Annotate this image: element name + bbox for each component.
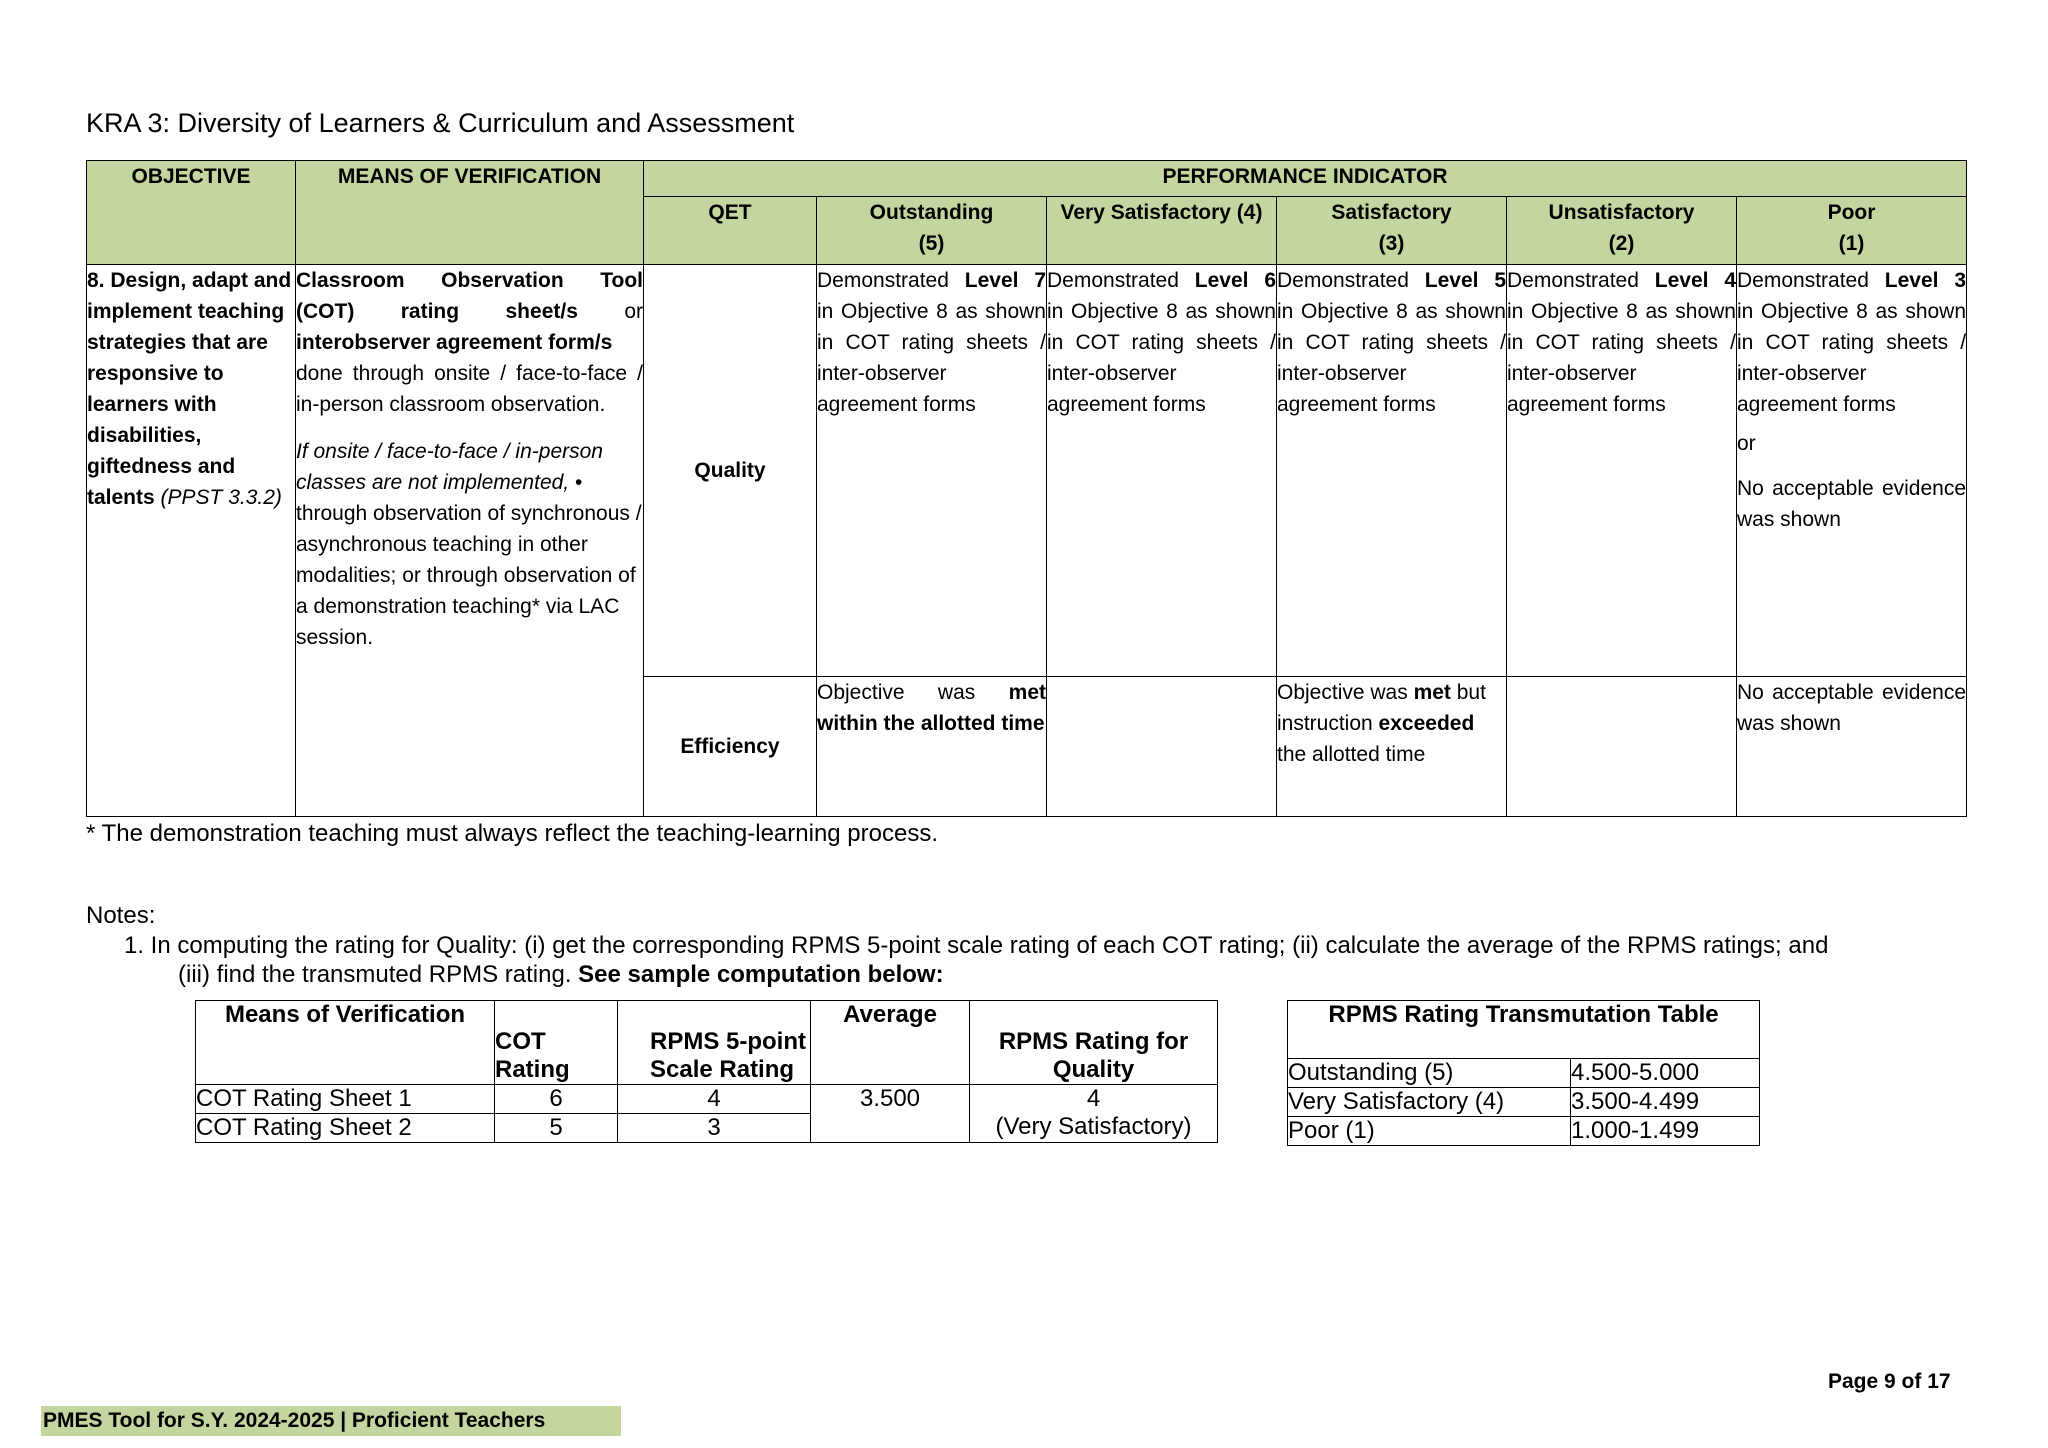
sample-row-2-mov: COT Rating Sheet 2 xyxy=(196,1114,495,1143)
header-qet: QET xyxy=(644,197,817,265)
header-means-of-verification: MEANS OF VERIFICATION xyxy=(296,161,644,265)
sample-row-1-mov: COT Rating Sheet 1 xyxy=(196,1085,495,1114)
sample-header-rpms-scale: RPMS 5-point Scale Rating xyxy=(618,1001,811,1085)
efficiency-very-satisfactory xyxy=(1047,677,1277,817)
efficiency-satisfactory: Objective was met but instruction exceeded the allotted time xyxy=(1277,677,1507,817)
quality-satisfactory: Demonstrated Level 5 in Objective 8 as shown in COT rating sheets / inter-observer agreement forms xyxy=(1277,265,1507,677)
quality-poor-or: or xyxy=(1737,432,1756,455)
sample-header-rpms-quality: RPMS Rating for Quality xyxy=(970,1001,1218,1085)
notes-label: Notes: xyxy=(86,902,156,929)
quality-poor-alt: No acceptable evidence was shown xyxy=(1737,477,1967,531)
sample-header-cot: COT Rating xyxy=(495,1001,618,1085)
header-poor: Poor (1) xyxy=(1737,197,1967,265)
sample-header-means: Means of Verification xyxy=(196,1001,495,1085)
mov-cot-text: Classroom Observation Tool (COT) rating sheet/s xyxy=(296,269,643,323)
footer-bar: PMES Tool for S.Y. 2024-2025 | Proficient Teachers xyxy=(41,1406,621,1436)
mov-onsite-text: done through onsite / face-to-face / in-person classroom observation. xyxy=(296,362,643,416)
transmutation-row-2-range: 3.500-4.499 xyxy=(1571,1088,1760,1117)
header-satisfactory: Satisfactory (3) xyxy=(1277,197,1507,265)
header-outstanding: Outstanding (5) xyxy=(817,197,1047,265)
objective-cell xyxy=(87,265,296,817)
objective-text: 8. Design, adapt and implement teaching strategies that are responsive to learners with disabilities, giftedness and talents xyxy=(87,269,292,509)
header-unsatisfactory: Unsatisfactory (2) xyxy=(1507,197,1737,265)
efficiency-outstanding: Objective was met within the allotted time xyxy=(817,677,1047,817)
transmutation-row-1-range: 4.500-5.000 xyxy=(1571,1059,1760,1088)
sample-rpms-rating: 4 (Very Satisfactory) xyxy=(970,1085,1218,1143)
sample-row-1-cot: 6 xyxy=(495,1085,618,1114)
mov-alt-italic: If onsite / face-to-face / in-person classes are not implemented, xyxy=(296,440,603,494)
sample-average: 3.500 xyxy=(811,1085,970,1143)
header-performance-indicator: PERFORMANCE INDICATOR xyxy=(644,161,1967,197)
kra-title: KRA 3: Diversity of Learners & Curriculum and Assessment xyxy=(86,108,795,138)
quality-poor: Demonstrated Level 3 in Objective 8 as shown in COT rating sheets / inter-observer agreement forms or No acceptable evidence was shown xyxy=(1737,265,1967,677)
means-of-verification-cell: Classroom Observation Tool (COT) rating sheet/s or interobserver agreement form/s done through onsite / face-to-face / in-person classroom observation. If onsite / face-to-face / in-person classes are not implemented, • through observation of synchronous / asynchronous teaching in other modalities; or through observation of a demonstration teaching* via LAC session. xyxy=(296,265,644,817)
sample-row-1-rpms: 4 xyxy=(618,1085,811,1114)
transmutation-title: RPMS Rating Transmutation Table xyxy=(1288,1001,1760,1059)
note-1: 1. In computing the rating for Quality: (i) get the corresponding RPMS 5-point scale rating of each COT rating; (ii) calculate the average of the RPMS ratings; and (iii) find the transmuted RPMS rating. See sample computation below: xyxy=(124,932,1829,988)
sample-header-average: Average xyxy=(811,1001,970,1085)
page-number: Page 9 of 17 xyxy=(1828,1370,1951,1393)
mov-interobserver-text: interobserver agreement form/s xyxy=(296,331,613,354)
sample-row-2-cot: 5 xyxy=(495,1114,618,1143)
qet-quality: Quality xyxy=(644,265,817,677)
objective-ref: (PPST 3.3.2) xyxy=(160,486,282,509)
transmutation-row-3-label: Poor (1) xyxy=(1288,1117,1571,1146)
transmutation-row-2-label: Very Satisfactory (4) xyxy=(1288,1088,1571,1117)
qet-efficiency: Efficiency xyxy=(644,677,817,817)
mov-alt-text: • through observation of synchronous / asynchronous teaching in other modalities; or through observation of a demonstration teaching* via LAC session. xyxy=(296,471,642,649)
quality-unsatisfactory: Demonstrated Level 4 in Objective 8 as shown in COT rating sheets / inter-observer agreement forms xyxy=(1507,265,1737,677)
efficiency-poor: No acceptable evidence was shown xyxy=(1737,677,1967,817)
transmutation-row-3-range: 1.000-1.499 xyxy=(1571,1117,1760,1146)
transmutation-table xyxy=(1287,1000,1760,1146)
quality-outstanding: Demonstrated Level 7 in Objective 8 as shown in COT rating sheets / inter-observer agreement forms xyxy=(817,265,1047,677)
header-very-satisfactory: Very Satisfactory (4) xyxy=(1047,197,1277,265)
sample-row-2-rpms: 3 xyxy=(618,1114,811,1143)
transmutation-row-1-label: Outstanding (5) xyxy=(1288,1059,1571,1088)
quality-very-satisfactory: Demonstrated Level 6 in Objective 8 as shown in COT rating sheets / inter-observer agreement forms xyxy=(1047,265,1277,677)
sample-computation-table xyxy=(195,1000,1218,1143)
efficiency-unsatisfactory xyxy=(1507,677,1737,817)
kra-table xyxy=(86,160,1967,817)
footnote: * The demonstration teaching must always reflect the teaching-learning process. xyxy=(86,820,939,847)
header-objective: OBJECTIVE xyxy=(87,161,296,265)
